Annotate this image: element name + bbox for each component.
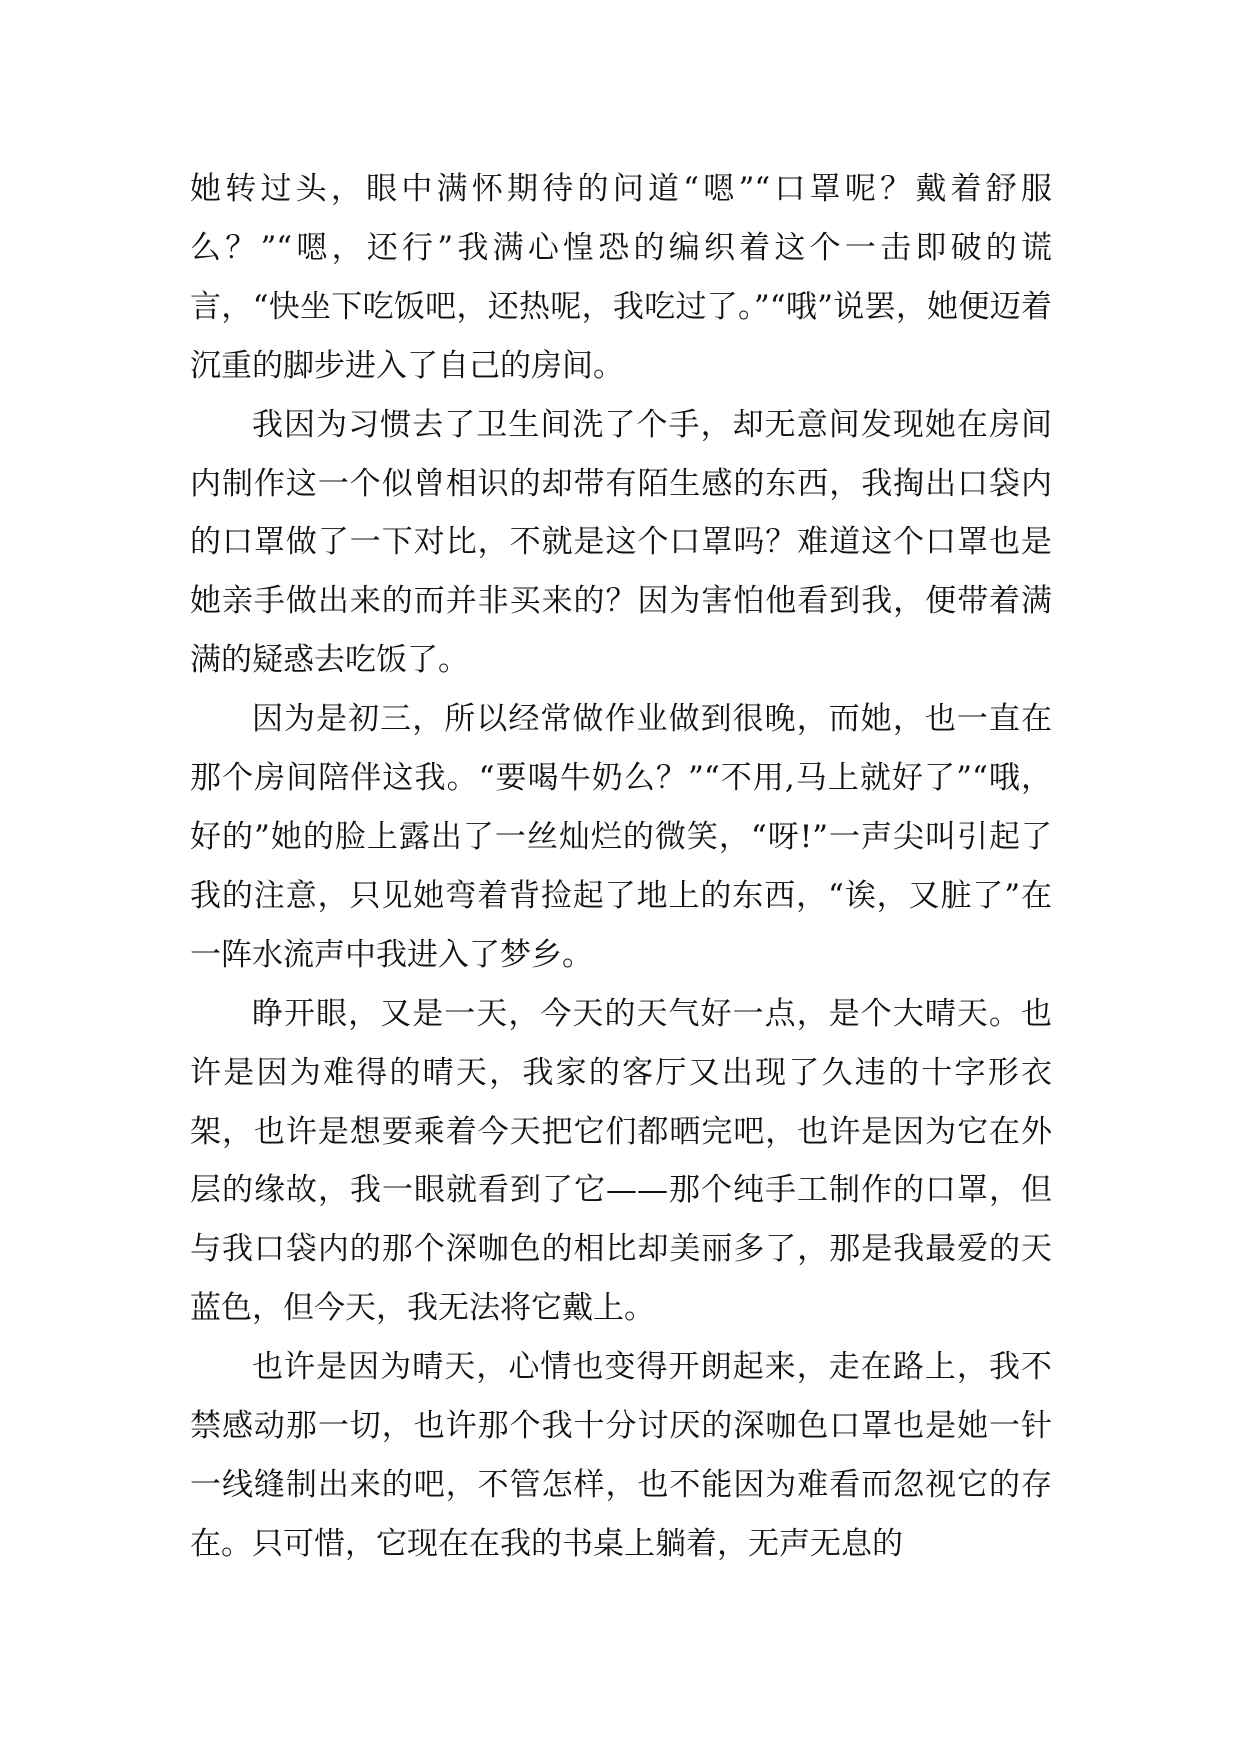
paragraph-4: 睁开眼，又是一天，今天的天气好一点，是个大晴天。也许是因为难得的晴天，我家的客厅又出现了久违的十字形衣架，也许是想要乘着今天把它们都晒完吧，也许是因为它在外层的缘故，我一眼就看到了它——那个纯手工制作的口罩，但与我口袋内的那个深咖色的相比却美丽多了，那是我最爱的天蓝色，但今天，我无法将它戴上。	[190, 995, 1052, 1327]
body-text	[190, 160, 1052, 1574]
paragraph-1: 她转过头，眼中满怀期待的问道“嗯”“口罩呢？戴着舒服么？”“嗯，还行”我满心惶恐的编织着这个一击即破的谎言，“快坐下吃饭吧，还热呢，我吃过了。”“哦”说罢，她便迈着沉重的脚步进入了自己的房间。	[190, 171, 1052, 384]
paragraph-3: 因为是初三，所以经常做作业做到很晚，而她，也一直在那个房间陪伴这我。“要喝牛奶么？”“不用,马上就好了”“哦，好的”她的脸上露出了一丝灿烂的微笑，“呀!”一声尖叫引起了我的注意，只见她弯着背捡起了地上的东西，“诶，又脏了”在一阵水流声中我进入了梦乡。	[190, 701, 1052, 973]
paragraph-5: 也许是因为晴天，心情也变得开朗起来，走在路上，我不禁感动那一切，也许那个我十分讨厌的深咖色口罩也是她一针一线缝制出来的吧，不管怎样，也不能因为难看而忽视它的存在。只可惜，它现在在我的书桌上躺着，无声无息的	[190, 1349, 1052, 1562]
paragraph-2: 我因为习惯去了卫生间洗了个手，却无意间发现她在房间内制作这一个似曾相识的却带有陌生感的东西，我掏出口袋内的口罩做了一下对比，不就是这个口罩吗？难道这个口罩也是她亲手做出来的而并非买来的？因为害怕他看到我，便带着满满的疑惑去吃饭了。	[190, 406, 1052, 679]
